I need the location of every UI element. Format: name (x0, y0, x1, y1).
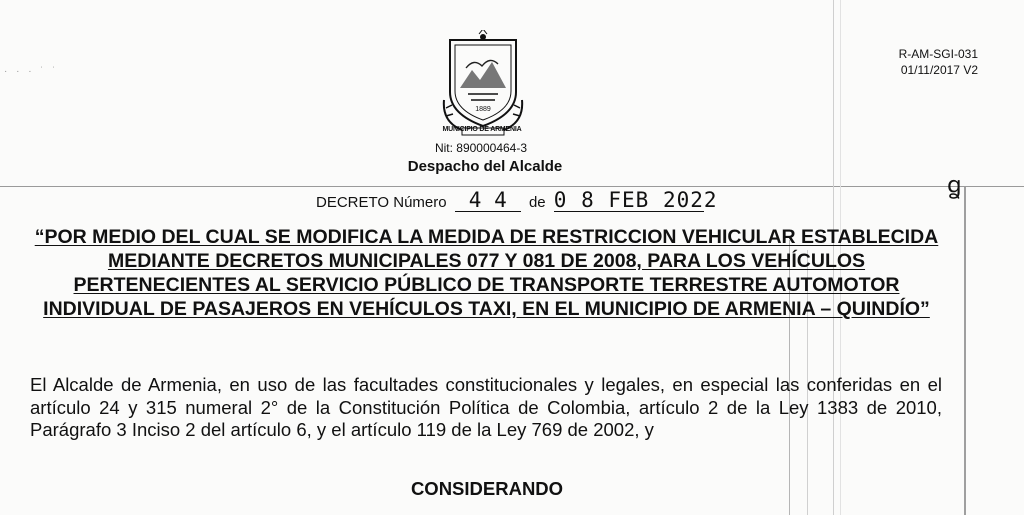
decree-date: 0 8 FEB 2022 (553, 188, 718, 212)
handwritten-check-icon: ꬶ (947, 171, 962, 199)
nit-number: Nit: 890000464-3 (434, 141, 528, 155)
section-heading: CONSIDERANDO (410, 478, 564, 499)
municipal-seal-icon (438, 30, 528, 140)
preamble-paragraph: El Alcalde de Armenia, en uso de las facultades constitucionales y legales, en especial las conferidas en el artículo 24 y 315 numeral 2° de la Constitución Política de Colombia, artículo 2 de la Ley 1383 de 2010, Parágrafo 3 Inciso 2 del artículo 6, y el artículo 119 de la Ley 769 de 2002, y (30, 374, 942, 440)
scan-fold-line (964, 187, 966, 515)
decree-title: “POR MEDIO DEL CUAL SE MODIFICA LA MEDIDA DE RESTRICCION VEHICULAR ESTABLECIDA MEDIANTE DECRETOS MUNICIPALES 077 Y 081 DE 2008, PARA LOS VEHÍCULOS PERTENECIENTES AL SERVICIO PÚBLICO DE TRANSPORTE TERRESTRE AUTOMOTOR INDIVIDUAL DE PASAJEROS EN VEHÍCULOS TAXI, EN EL MUNICIPIO DE ARMENIA – QUINDÍO” (34, 226, 939, 320)
decree-label: DECRETO Número (316, 194, 447, 211)
seal-caption: MUNICIPIO DE ARMENIA (442, 126, 522, 133)
seal-year: 1889 (475, 106, 491, 113)
decree-number: 4 4 (455, 190, 521, 212)
decree-date-connector: de (528, 194, 546, 211)
decree-number-line (316, 188, 718, 212)
form-code: R-AM-SGI-031 (898, 47, 978, 61)
form-version: 01/11/2017 V2 (900, 63, 978, 77)
form-code-block (858, 46, 978, 78)
page-edge-line (0, 186, 1024, 187)
office-name: Despacho del Alcalde (407, 158, 563, 175)
scan-noise: · · · ˙ ˙ (4, 66, 59, 77)
